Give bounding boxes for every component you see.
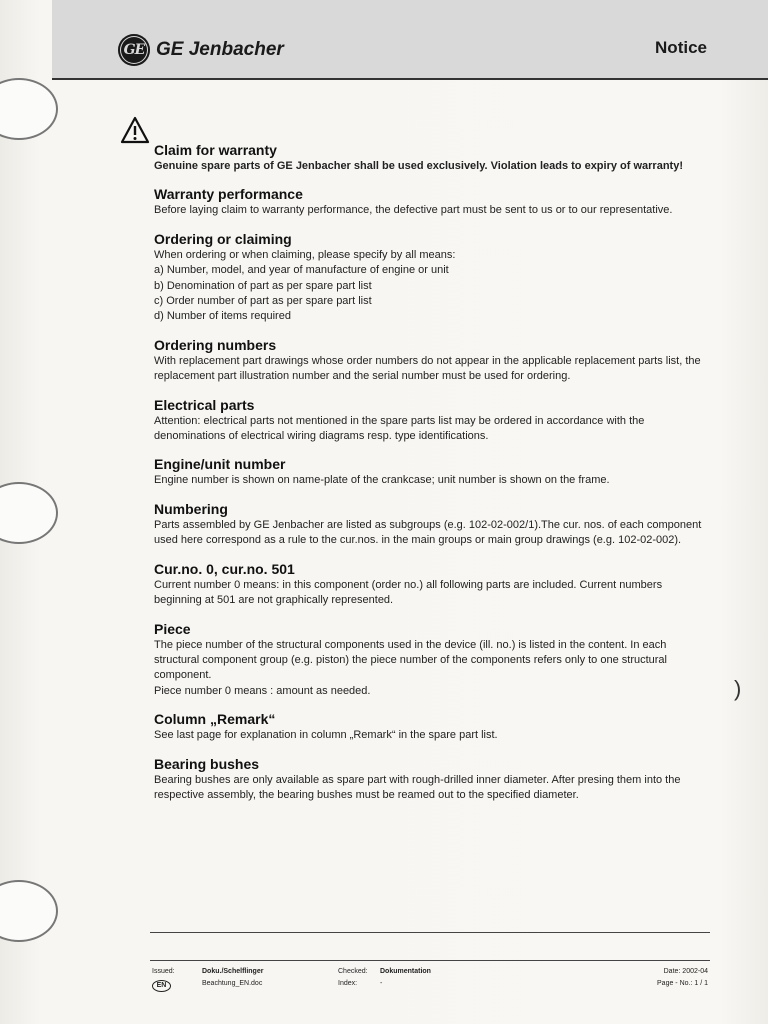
section-text: Current number 0 means: in this component (order no.) all following parts are included. Current numbers beginning at 501 are not graphically represented. — [154, 578, 663, 607]
section-title: Numbering — [154, 500, 228, 517]
section-title: Electrical parts — [154, 396, 255, 413]
section-text: Parts assembled by GE Jenbacher are listed as subgroups (e.g. 102-02-002/1).The cur. nos. of each component used here correspond as a rule to the cur.nos. in the main groups or main group drawings (e.g. 102-02-002). — [154, 518, 702, 547]
section-text: Piece number 0 means : amount as needed. — [154, 684, 371, 697]
footer-divider-top — [150, 932, 710, 933]
section-10 — [154, 755, 710, 804]
notice-content — [154, 141, 710, 814]
section-2 — [154, 230, 710, 325]
issue-date: Date: 2002-04 — [663, 968, 708, 975]
section-9 — [154, 710, 710, 743]
section-0 — [154, 141, 710, 174]
index-label: Index: — [338, 980, 358, 987]
section-text: c) Order number of part as per spare part list — [154, 295, 372, 308]
section-text: Attention: electrical parts not mentioned in the spare parts list may be ordered in accordance with the denominations of electrical wiring diagrams resp. type identifications. — [154, 414, 645, 443]
section-title: Warranty performance — [154, 186, 303, 203]
section-8 — [154, 620, 710, 700]
section-text: d) Number of items required — [154, 310, 291, 323]
index-value: - — [380, 980, 383, 987]
section-text: With replacement part drawings whose order numbers do not appear in the applicable replacement parts list, the replacement part illustration number and the serial number must be used for ordering. — [154, 354, 701, 383]
margin-mark: ) — [734, 676, 742, 701]
section-title: Cur.no. 0, cur.no. 501 — [154, 560, 295, 577]
section-4 — [154, 396, 710, 445]
footer-divider-bottom — [150, 960, 710, 961]
section-title: Ordering or claiming — [154, 230, 292, 247]
section-text: Engine number is shown on name-plate of the crankcase; unit number is shown on the frame. — [154, 474, 610, 487]
section-5 — [154, 455, 710, 488]
section-text: The piece number of the structural components used in the device (ill. no.) is listed in the content. In each structural component group (e.g. piston) the piece number of the components refers only to one structural component. — [154, 638, 667, 682]
file-name: Beachtung_EN.doc — [202, 980, 263, 987]
checked-by: Dokumentation — [380, 968, 431, 975]
section-title: Engine/unit number — [154, 456, 286, 473]
issued-by: Doku./Schelflinger — [202, 968, 264, 975]
ge-jenbacher-logo — [118, 34, 284, 66]
document-type-title: Notice — [655, 38, 707, 57]
section-title: Piece — [154, 620, 191, 637]
section-text: When ordering or when claiming, please specify by all means: — [154, 248, 456, 261]
section-title: Ordering numbers — [154, 336, 277, 353]
section-text: b) Denomination of part as per spare part list — [154, 279, 372, 292]
checked-label: Checked: — [338, 968, 368, 975]
section-title: Claim for warranty — [154, 142, 277, 158]
warning-triangle-icon — [120, 116, 150, 144]
brand-name: GE Jenbacher — [156, 39, 284, 60]
page-number: Page - No.: 1 / 1 — [657, 980, 708, 987]
ge-monogram-icon: GE — [118, 34, 150, 66]
section-text: Before laying claim to warranty performance, the defective part must be sent to us or to our representative. — [154, 204, 673, 217]
issued-label: Issued: — [152, 968, 175, 975]
section-text: See last page for explanation in column „Remark“ in the spare part list. — [154, 729, 498, 742]
section-7 — [154, 560, 710, 609]
section-text: a) Number, model, and year of manufacture of engine or unit — [154, 264, 449, 277]
section-title: Column „Remark“ — [154, 711, 276, 728]
section-6 — [154, 500, 710, 549]
section-text: Bearing bushes are only available as spare part with rough-drilled inner diameter. After presing them into the respective assembly, the bearing bushes must be reamed out to the specified diameter. — [154, 773, 681, 801]
section-text: Genuine spare parts of GE Jenbacher shall be used exclusively. Violation leads to expiry of warranty! — [154, 160, 683, 172]
language-badge-en: EN — [152, 980, 171, 992]
section-1 — [154, 185, 710, 218]
section-title: Bearing bushes — [154, 755, 260, 772]
section-3 — [154, 336, 710, 385]
